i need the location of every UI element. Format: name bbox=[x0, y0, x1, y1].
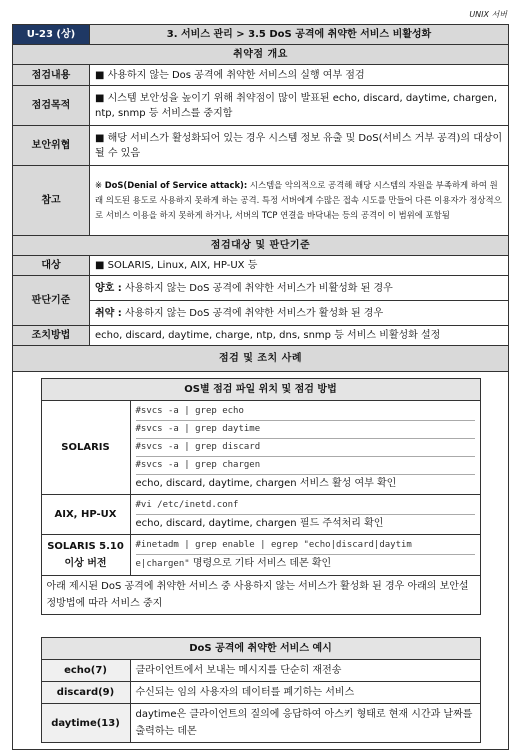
reference-text: 시스템을 악의적으로 공격해 해당 시스템의 자원을 부족하게 하여 원래 의도된 용도로 사용하지 못하게 하는 공격. 특정 서버에게 수많은 접속 시도를 만들어 다른 이용자가 정상적으로 서비스 이용을 하지 못하게 하거나, 서버의 TCP 연결을 바닥내는 등의 공격이 이 범위에 포함됨 bbox=[95, 180, 502, 220]
os-solaris: SOLARIS bbox=[41, 401, 130, 495]
label-action: 조치방법 bbox=[13, 326, 90, 346]
check-purpose: ■ 시스템 보안성을 높이기 위해 취약점이 많이 발표된 echo, discard, daytime, chargen, ntp, snmp 등 서비스를 중지함 bbox=[90, 86, 509, 126]
solaris510-note: 명령으로 기타 서비스 데몬 확인 bbox=[189, 558, 332, 569]
aix-commands bbox=[130, 495, 480, 535]
aix-cmd: #vi /etc/inetd.conf bbox=[136, 497, 475, 515]
solaris-note: echo, discard, daytime, chargen 서비스 활성 여부 확인 bbox=[135, 478, 397, 489]
item-code: U-23 (상) bbox=[13, 25, 90, 45]
solaris510-cmd-cont: e|chargen" bbox=[135, 559, 190, 569]
svc-echo-desc: 클라이언트에서 보내는 메시지를 단순히 재전송 bbox=[130, 660, 480, 682]
target-systems: ■ SOLARIS, Linux, AIX, HP-UX 등 bbox=[90, 256, 509, 276]
reference-term: DoS(Denial of Service attack): bbox=[104, 180, 248, 190]
svc-daytime-desc: daytime은 클라이언트의 질의에 응답하여 아스키 형태로 현재 시간과 날짜를 출력하는 데몬 bbox=[130, 704, 480, 743]
dos-service-table bbox=[41, 637, 481, 743]
reference-mark: ※ bbox=[95, 180, 105, 190]
bad-label: 취약 : bbox=[95, 307, 122, 319]
svc-table-title: DoS 공격에 취약한 서비스 예시 bbox=[41, 638, 480, 660]
solaris510-label: SOLARIS 5.10 bbox=[47, 541, 124, 552]
label-reference: 참고 bbox=[13, 166, 90, 236]
os-table-title: OS별 점검 파일 위치 및 점검 방법 bbox=[41, 379, 480, 401]
os-check-table bbox=[41, 378, 481, 615]
good-label: 양호 : bbox=[95, 282, 122, 294]
svc-daytime: daytime(13) bbox=[41, 704, 130, 743]
label-judgement: 판단기준 bbox=[13, 276, 90, 326]
label-target: 대상 bbox=[13, 256, 90, 276]
solaris-cmd: #svcs -a | grep echo bbox=[136, 403, 475, 421]
svc-discard: discard(9) bbox=[41, 682, 130, 704]
security-threat: ■ 해당 서비스가 활성화되어 있는 경우 시스템 정보 유출 및 DoS(서비스 거부 공격)의 대상이 될 수 있음 bbox=[90, 126, 509, 166]
label-security-threat: 보안위협 bbox=[13, 126, 90, 166]
svc-echo: echo(7) bbox=[41, 660, 130, 682]
os-solaris-510 bbox=[41, 535, 130, 576]
solaris-commands bbox=[130, 401, 480, 495]
reference-note bbox=[90, 166, 509, 236]
solaris-cmd: #svcs -a | grep discard bbox=[136, 439, 475, 457]
bad-text: 사용하지 않는 DoS 공격에 취약한 서비스가 활성화 된 경우 bbox=[121, 307, 384, 319]
action-method: echo, discard, daytime, charge, ntp, dns, snmp 등 서비스 비활성화 설정 bbox=[90, 326, 509, 346]
criteria-bad bbox=[90, 301, 509, 326]
os-table-footer: 아래 제시된 DoS 공격에 취약한 서비스 중 사용하지 않는 서비스가 활성화 된 경우 아래의 보안설정방법에 따라 서비스 중지 bbox=[41, 576, 480, 615]
solaris-cmd: #svcs -a | grep daytime bbox=[136, 421, 475, 439]
criteria-good bbox=[90, 276, 509, 301]
good-text: 사용하지 않는 DoS 공격에 취약한 서비스가 비활성화 된 경우 bbox=[121, 282, 393, 294]
section-criteria: 점검대상 및 판단기준 bbox=[13, 236, 509, 256]
solaris510-label-sub: 이상 버전 bbox=[64, 558, 107, 569]
examples-body bbox=[13, 372, 509, 750]
section-overview: 취약점 개요 bbox=[13, 45, 509, 65]
label-check-content: 점검내용 bbox=[13, 65, 90, 86]
check-content: ■ 사용하지 않는 Dos 공격에 취약한 서비스의 실행 여부 점검 bbox=[90, 65, 509, 86]
document-tag: UNIX 서버 bbox=[469, 10, 507, 19]
vulnerability-sheet bbox=[12, 24, 509, 750]
solaris510-cmd: #inetadm | grep enable | egrep "echo|discard|daytim bbox=[136, 537, 475, 555]
solaris-cmd: #svcs -a | grep chargen bbox=[136, 457, 475, 475]
solaris510-commands bbox=[130, 535, 480, 576]
os-aix-hpux: AIX, HP-UX bbox=[41, 495, 130, 535]
svc-discard-desc: 수신되는 임의 사용자의 데이터를 폐기하는 서비스 bbox=[130, 682, 480, 704]
aix-note: echo, discard, daytime, chargen 필드 주석처리 확인 bbox=[135, 518, 384, 529]
item-title: 3. 서비스 관리 > 3.5 DoS 공격에 취약한 서비스 비활성화 bbox=[90, 25, 509, 45]
label-check-purpose: 점검목적 bbox=[13, 86, 90, 126]
solaris510-line2 bbox=[136, 558, 332, 569]
section-examples: 점검 및 조치 사례 bbox=[13, 346, 509, 372]
